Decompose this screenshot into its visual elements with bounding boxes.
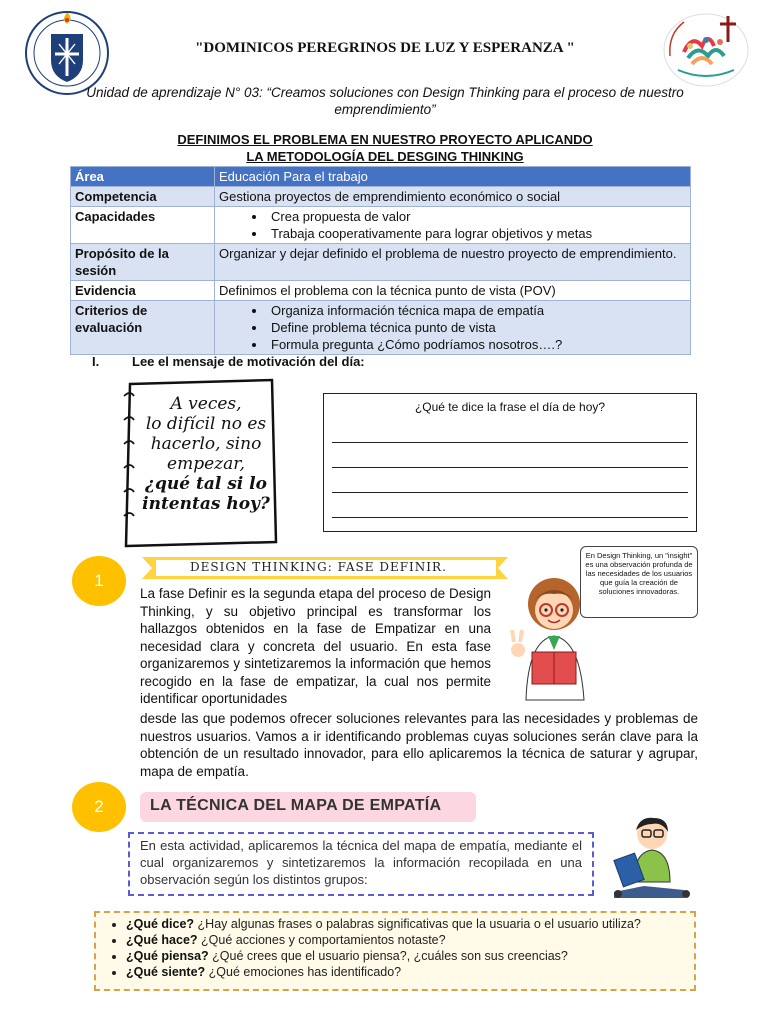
question-label: ¿Qué dice?: [126, 917, 195, 931]
question-text: ¿Qué acciones y comportamientos notaste?: [197, 933, 446, 947]
jubilee-logo: [662, 12, 750, 88]
list-item: • Formula pregunta ¿Cómo podríamos nosotros….?: [267, 336, 686, 353]
answer-line[interactable]: [332, 517, 688, 518]
table-row: [71, 301, 691, 355]
competencia-label: Competencia: [71, 187, 215, 207]
list-item: • Trabaja cooperativamente para lograr objetivos y metas: [267, 225, 686, 242]
criterios-label-line1: Criterios de: [75, 303, 148, 318]
capacidades-label: Capacidades: [71, 207, 215, 244]
section2-intro-box: En esta actividad, aplicaremos la técnica del mapa de empatía, mediante el cual organizaremos y sintetizaremos la información recopilada en una observación según los distintos grupos:: [128, 832, 594, 896]
reflection-box: [323, 393, 697, 532]
table-row: [71, 167, 691, 187]
quote-line: lo difícil no es: [145, 414, 267, 434]
section1-banner-text: DESIGN THINKING: FASE DEFINIR.: [190, 560, 447, 574]
evidencia-label: Evidencia: [71, 281, 215, 301]
question-text: ¿Qué crees que el usuario piensa?, ¿cuáles son sus creencias?: [208, 949, 568, 963]
quote-line: ¿qué tal si lo: [145, 474, 267, 494]
list-item: [126, 932, 694, 948]
proposito-value: Organizar y dejar definido el problema de nuestro proyecto de emprendimiento.: [215, 244, 691, 281]
motivation-heading: [92, 354, 365, 369]
teacher-illustration: [498, 570, 604, 702]
list-item: • Organiza información técnica mapa de empatía: [267, 302, 686, 319]
session-info-table: [70, 166, 691, 355]
question-label: ¿Qué hace?: [126, 933, 198, 947]
lesson-title-line2: LA METODOLOGÍA DEL DESGING THINKING: [246, 149, 524, 164]
question-text: ¿Qué emociones has identificado?: [205, 965, 402, 979]
section1-paragraph: La fase Definir es la segunda etapa del proceso de Design Thinking, y su objetivo principal es transformar los hallazgos obtenidos en la fase de Empatizar en una necesidad clara y concreta del usuario. En esta fase organizaremos y sintetizaremos la información que hemos recogido en la fase de empatizar, la cual nos permite identificar oportunidades: [140, 586, 491, 706]
motivation-text: Lee el mensaje de motivación del día:: [132, 354, 365, 369]
section-number-1: 1: [72, 556, 126, 606]
lesson-title: [130, 131, 640, 165]
table-row: [71, 244, 691, 281]
question-label: ¿Qué piensa?: [126, 949, 209, 963]
question-label: ¿Qué siente?: [126, 965, 206, 979]
area-value: Educación Para el trabajo: [215, 167, 691, 187]
quote-line: A veces,: [170, 394, 242, 414]
area-label: Área: [71, 167, 215, 187]
proposito-label: [71, 244, 215, 281]
school-name: "DOMINICOS PEREGRINOS DE LUZ Y ESPERANZA ": [195, 40, 575, 56]
capacidades-value: [215, 207, 691, 244]
quote-line: intentas hoy?: [142, 494, 270, 514]
motivation-number: I.: [92, 354, 100, 369]
answer-line[interactable]: [332, 492, 688, 493]
list-item: [126, 948, 694, 964]
section1-paragraph-continued: desde las que podemos ofrecer soluciones relevantes para las necesidades y problemas de nuestros usuarios. Vamos a ir identificando problemas cuyas soluciones serán clave para la obtención de un resultado innovador, para ello aplicaremos la técnica de saturar y agrupar, mapa de empatía.: [140, 711, 698, 779]
lesson-title-line1: DEFINIMOS EL PROBLEMA EN NUESTRO PROYECTO APLICANDO: [177, 132, 593, 147]
unit-title: Unidad de aprendizaje N° 03: “Creamos soluciones con Design Thinking para el proceso de nuestro emprendimiento”: [86, 85, 684, 117]
answer-line[interactable]: [332, 467, 688, 468]
table-row: [71, 281, 691, 301]
criterios-label-line2: evaluación: [75, 320, 143, 335]
insight-speech-bubble: En Design Thinking, un "insight" es una observación profunda de las necesidades de los usuarios que guía la creación de soluciones innovadoras.: [580, 546, 698, 618]
competencia-value: Gestiona proyectos de emprendimiento económico o social: [215, 187, 691, 207]
list-item: [126, 964, 694, 980]
list-item: • Define problema técnica punto de vista: [267, 319, 686, 336]
empathy-map-questions: [94, 911, 696, 991]
question-text: ¿Hay algunas frases o palabras significativas que la usuaria o el usuario utiliza?: [194, 917, 641, 931]
quote-line: hacerlo, sino: [150, 434, 262, 454]
table-row: [71, 187, 691, 207]
list-item: • Crea propuesta de valor: [267, 208, 686, 225]
evidencia-value: Definimos el problema con la técnica punto de vista (POV): [215, 281, 691, 301]
criterios-label: [71, 301, 215, 355]
motivation-quote: [138, 394, 274, 514]
criterios-value: [215, 301, 691, 355]
section-number-2: 2: [72, 782, 126, 832]
table-row: [71, 207, 691, 244]
answer-line[interactable]: [332, 442, 688, 443]
proposito-label-line1: Propósito de la: [75, 246, 169, 261]
section2-title: LA TÉCNICA DEL MAPA DE EMPATÍA: [150, 797, 442, 814]
quote-line: empezar,: [167, 454, 245, 474]
reflection-question: ¿Qué te dice la frase el día de hoy?: [414, 400, 606, 414]
student-reading-illustration: [604, 812, 694, 900]
list-item: [126, 916, 694, 932]
proposito-label-line2: sesión: [75, 263, 117, 278]
